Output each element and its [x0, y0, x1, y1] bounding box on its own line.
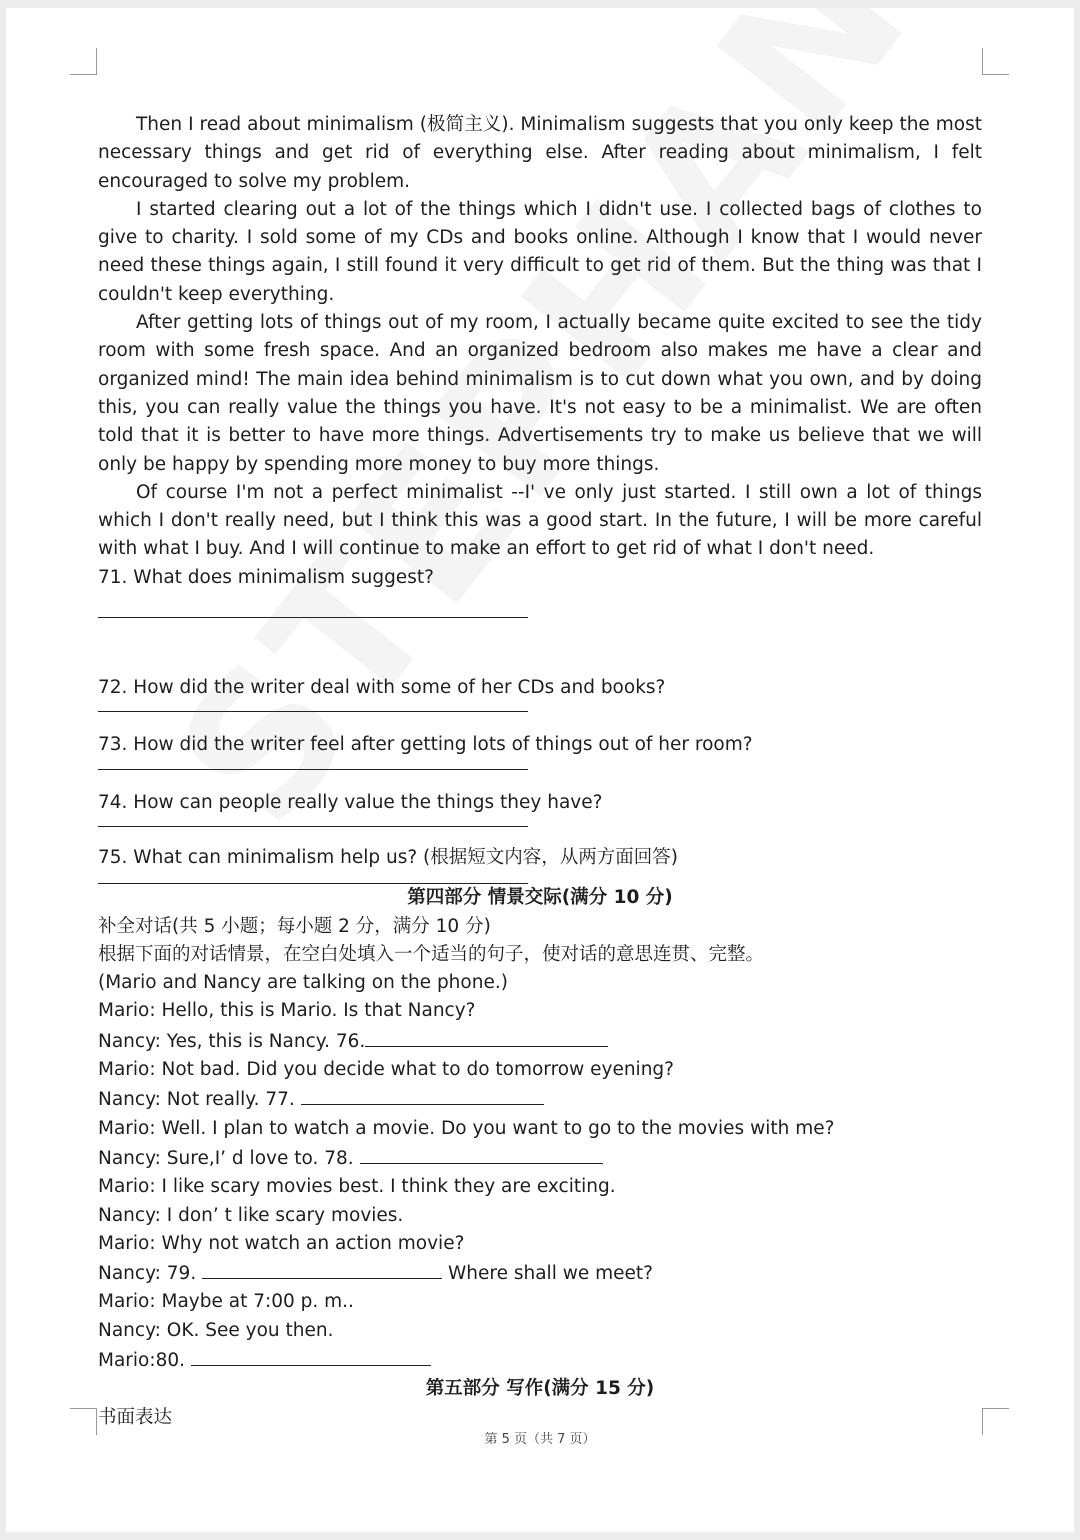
dialogue-line-76 — [98, 1026, 982, 1056]
passage-paragraph: After getting lots of things out of my room, I actually became quite excited to see the tidy room with some fresh space. And an organized bedroom also makes me have a clear and organized mind! The main idea behind minimalism is to cut down what you own, and by doing this, you can really value the things you have. It's not easy to be a minimalist. We are often told that it is better to have more things. Advertisements try to make us believe that we will only be happy by spending more money to buy more things. — [98, 312, 982, 475]
section-4-instruction: 根据下面的对话情景，在空白处填入一个适当的句子，使对话的意思连贯、完整。 — [98, 943, 765, 965]
dialogue-line: Mario: Not bad. Did you decide what to do tomorrow eyening? — [98, 1059, 674, 1081]
exam-page — [6, 8, 1074, 1532]
dialogue-text: Nancy: Not really. 77. — [98, 1089, 295, 1111]
section-4-title: 第四部分 情景交际(满分 10 分) — [407, 887, 673, 909]
answer-line-71[interactable] — [98, 616, 528, 618]
dialogue-line: Mario: I like scary movies best. I think they are exciting. — [98, 1176, 616, 1198]
page-footer: 第 5 页（共 7 页） — [484, 1432, 596, 1447]
dialogue-text: Nancy: Sure,I’ d love to. 78. — [98, 1147, 354, 1169]
question-75: 75. What can minimalism help us? (根据短文内容，从两方面回答) — [98, 846, 678, 868]
dialogue-line: Mario: Hello, this is Mario. Is that Nancy? — [98, 1000, 476, 1022]
dialogue-text: Where shall we meet? — [448, 1263, 653, 1285]
dialogue-line-77 — [98, 1084, 982, 1114]
question-74: 74. How can people really value the things they have? — [98, 791, 603, 813]
dialogue-line-79 — [98, 1258, 982, 1288]
dialogue-line-80 — [98, 1345, 982, 1375]
passage-paragraph: Of course I'm not a perfect minimalist --I' ve only just started. I still own a lot of things which I don't really need, but I think this was a good start. In the future, I will be more careful with what I buy. And I will continue to make an effort to get rid of what I don't need. — [98, 481, 982, 560]
section-5-title: 第五部分 写作(满分 15 分) — [425, 1378, 655, 1400]
dialogue-text: Mario:80. — [98, 1349, 186, 1371]
dialogue-line: Mario: Well. I plan to watch a movie. Do you want to go to the movies with me? — [98, 1117, 835, 1139]
crop-mark-top-left — [70, 48, 97, 75]
question-71: 71. What does minimalism suggest? — [98, 566, 434, 588]
answer-line-73[interactable] — [98, 768, 528, 770]
dialogue-text: Nancy: Yes, this is Nancy. 76. — [98, 1030, 366, 1052]
blank-76[interactable] — [365, 1026, 608, 1047]
page-content — [98, 111, 982, 1432]
dialogue-line: Mario: Why not watch an action movie? — [98, 1232, 465, 1254]
dialogue-line: Mario: Maybe at 7:00 p. m.. — [98, 1291, 354, 1313]
dialogue-line: Nancy: OK. See you then. — [98, 1319, 334, 1341]
blank-79[interactable] — [202, 1258, 442, 1279]
passage-paragraph: Then I read about minimalism (极简主义). Minimalism suggests that you only keep the most necessary things and get rid of everything else. After reading about minimalism, I felt encouraged to solve my problem. — [98, 114, 982, 192]
dialogue-line-78 — [98, 1143, 982, 1173]
crop-mark-top-right — [982, 48, 1009, 75]
question-72: 72. How did the writer deal with some of her CDs and books? — [98, 677, 666, 699]
dialogue-text: Nancy: 79. — [98, 1263, 197, 1285]
blank-78[interactable] — [360, 1143, 603, 1164]
dialogue-line: Nancy: I don’ t like scary movies. — [98, 1204, 404, 1226]
blank-80[interactable] — [191, 1345, 431, 1366]
dialogue-context: (Mario and Nancy are talking on the phone.) — [98, 972, 508, 994]
passage-paragraph: I started clearing out a lot of the things which I didn't use. I collected bags of clothes to give to charity. I sold some of my CDs and books online. Although I know that I would never need these things again, I still found it very difficult to get rid of them. But the thing was that I couldn't keep everything. — [98, 198, 982, 305]
section-4-subtitle: 补全对话(共 5 小题；每小题 2 分，满分 10 分) — [98, 915, 491, 937]
answer-line-72[interactable] — [98, 710, 528, 712]
section-5-subtitle: 书面表达 — [98, 1406, 173, 1428]
answer-line-74[interactable] — [98, 825, 528, 827]
question-73: 73. How did the writer feel after getting lots of things out of her room? — [98, 734, 753, 756]
blank-77[interactable] — [301, 1084, 544, 1105]
